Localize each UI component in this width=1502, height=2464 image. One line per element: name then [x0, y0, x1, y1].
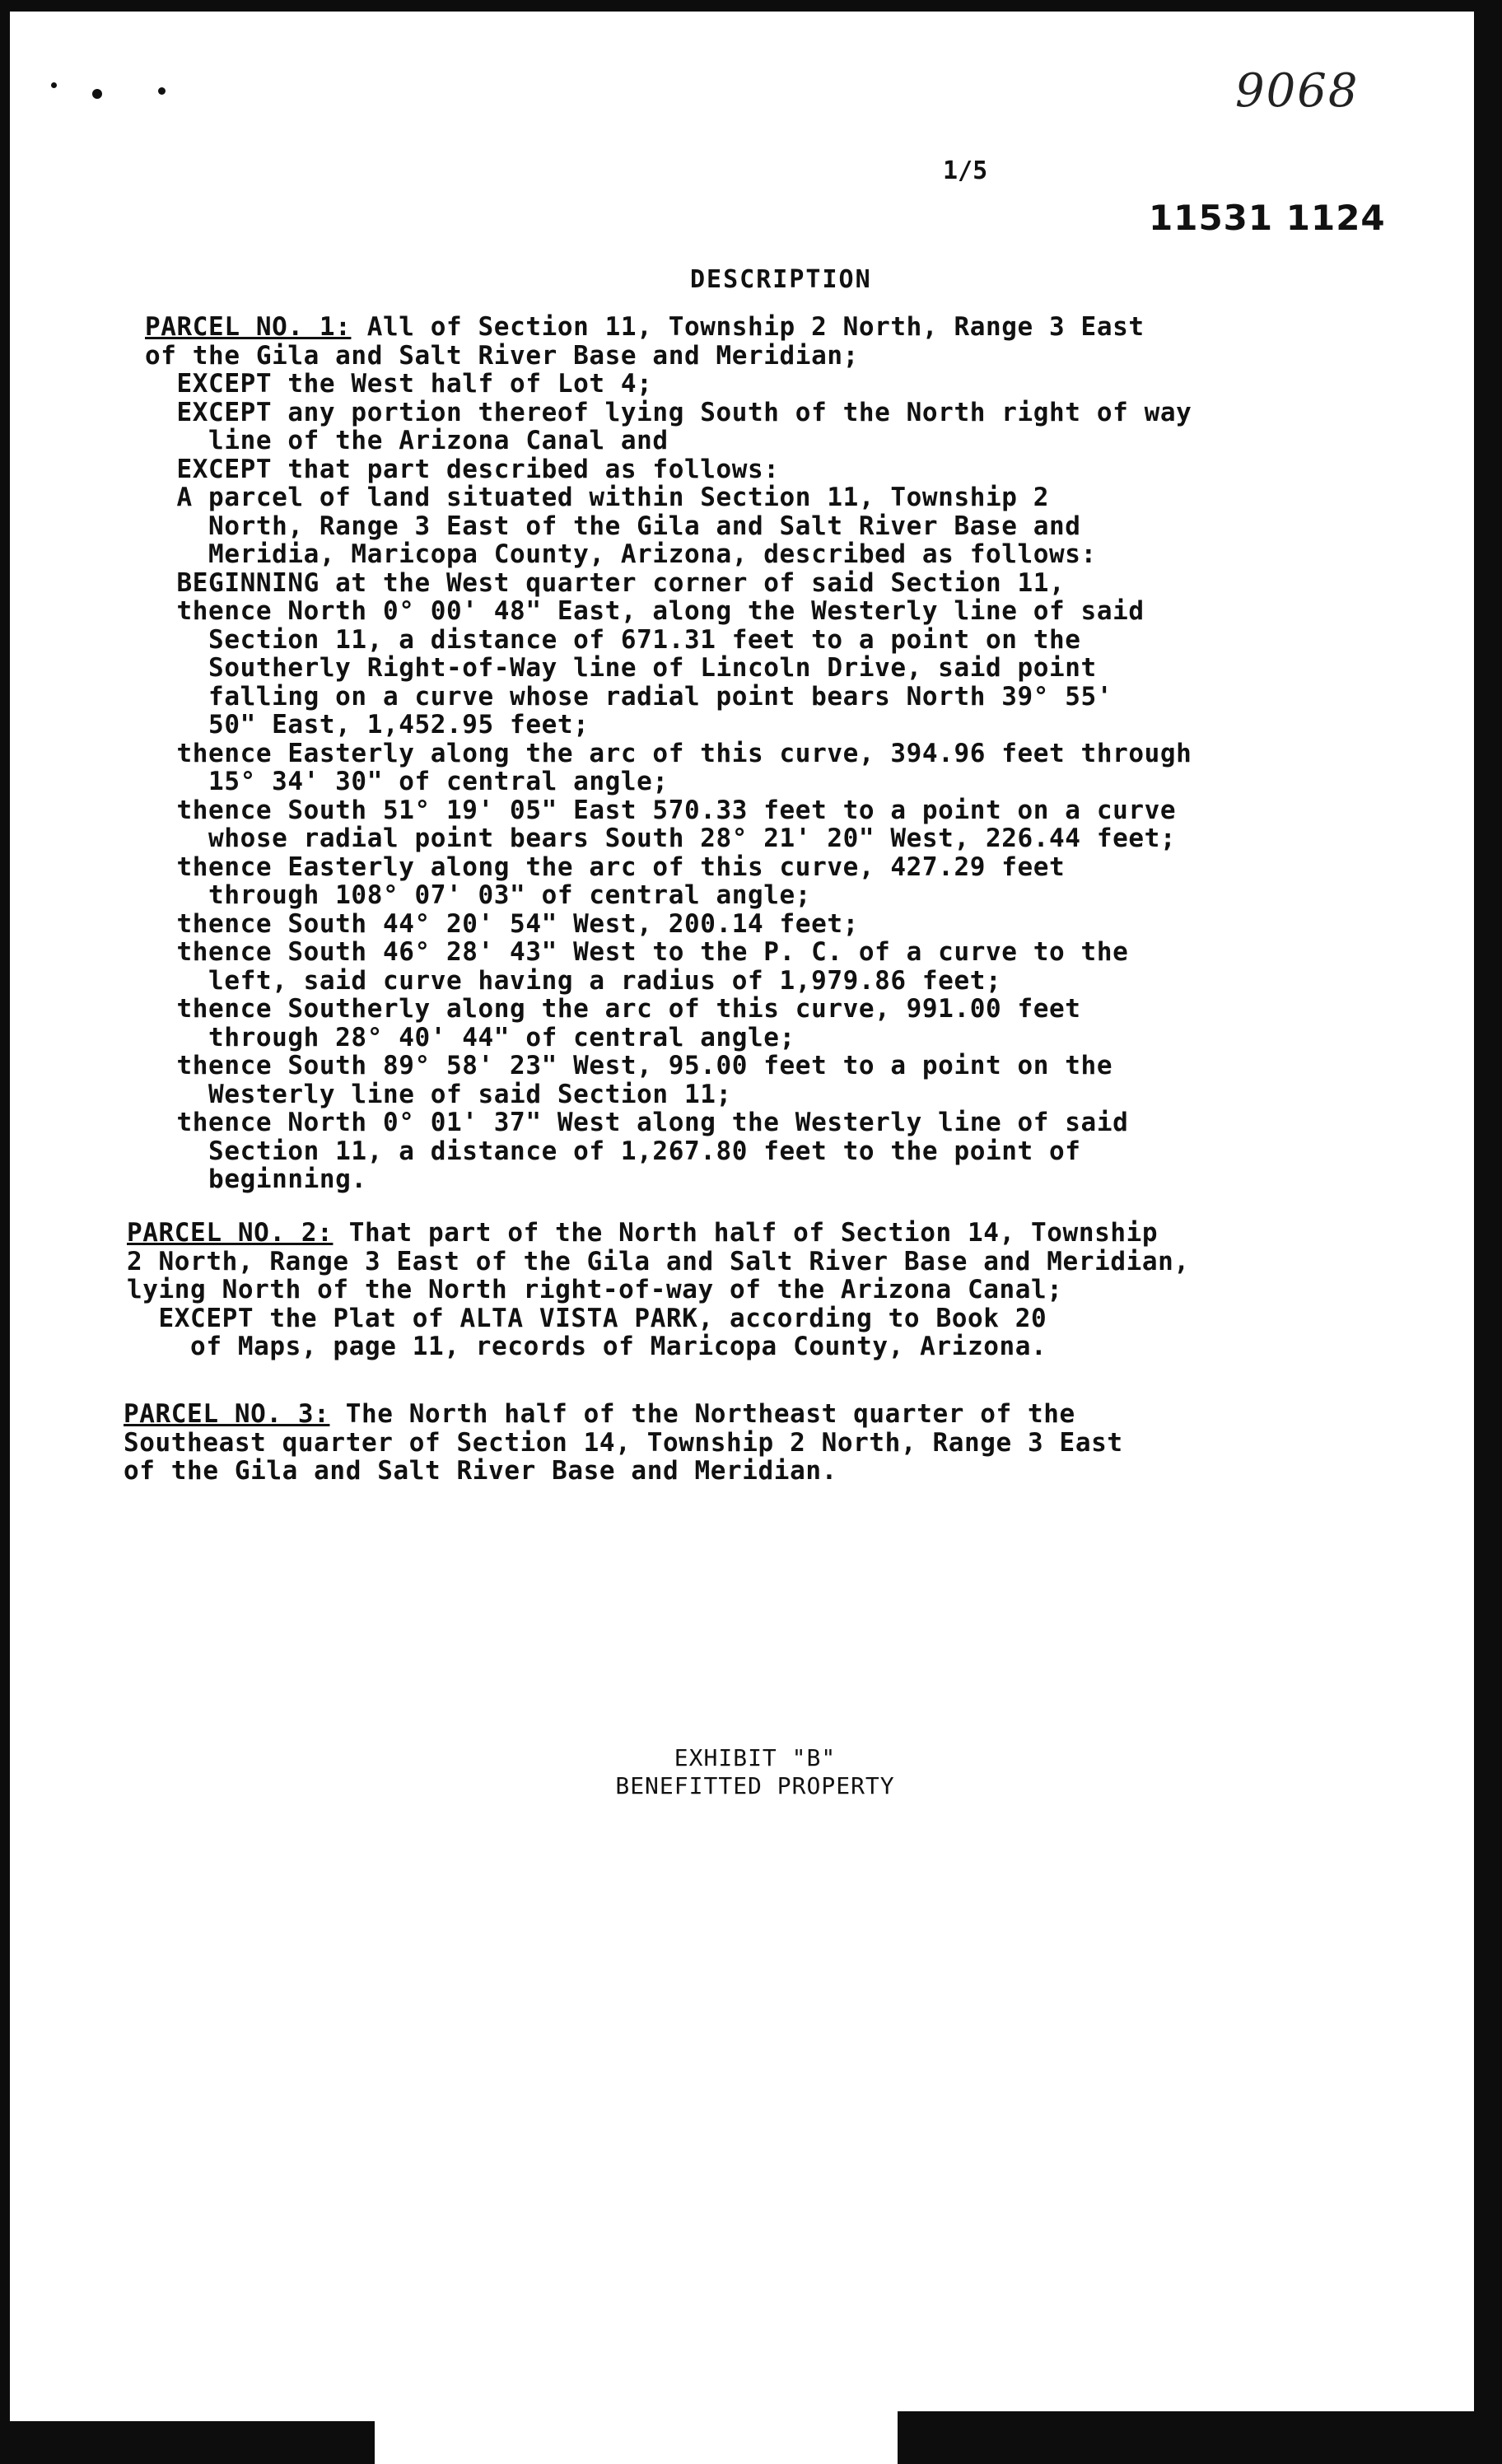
parcel-2-line: lying North of the North right-of-way of the Arizona Canal;: [127, 1275, 1063, 1304]
parcel-1-line: left, said curve having a radius of 1,979.86 feet;: [145, 965, 1002, 996]
parcel-3-line: of the Gila and Salt River Base and Meridian.: [124, 1456, 837, 1486]
parcel-1-line: thence South 89° 58' 23" West, 95.00 feet to a point on the: [145, 1051, 1113, 1080]
parcel-1-line: through 28° 40' 44" of central angle;: [145, 1022, 795, 1052]
recording-number: 11531 1124: [1149, 198, 1386, 238]
parcel-1-line: falling on a curve whose radial point bears North 39° 55': [145, 681, 1113, 712]
parcel-3-description: [124, 1400, 1123, 1486]
page-title: DESCRIPTION: [690, 265, 872, 294]
parcel-3-first-line: [124, 1400, 1123, 1429]
scan-border-left: [0, 0, 10, 2464]
scan-speck: [158, 87, 166, 95]
parcel-3-first-line-text: The North half of the Northeast quarter of the: [329, 1399, 1075, 1429]
parcel-1-label: PARCEL NO. 1:: [145, 312, 352, 342]
parcel-2-line: 2 North, Range 3 East of the Gila and Salt River Base and Meridian,: [127, 1246, 1190, 1276]
parcel-1-line: beginning.: [145, 1164, 367, 1194]
scan-border-bottom-left: [0, 2421, 375, 2464]
parcel-1-line: thence Easterly along the arc of this curve, 427.29 feet: [145, 852, 1066, 882]
parcel-1-line: line of the Arizona Canal and: [145, 426, 669, 455]
parcel-2-first-line: [127, 1219, 1190, 1248]
parcel-1-line: EXCEPT that part described as follows:: [145, 454, 780, 484]
page-number: 1/5: [943, 156, 988, 185]
parcel-1-line: thence North 0° 00' 48" East, along the Westerly line of said: [145, 596, 1145, 626]
scan-border-top: [0, 0, 1502, 12]
parcel-1-line: thence Easterly along the arc of this curve, 394.96 feet through: [145, 738, 1192, 768]
parcel-1-line: Westerly line of said Section 11;: [145, 1079, 732, 1109]
scan-border-right: [1474, 0, 1502, 2464]
parcel-1-line: BEGINNING at the West quarter corner of said Section 11,: [145, 567, 1066, 598]
parcel-2-first-line-text: That part of the North half of Section 14, Township: [333, 1218, 1159, 1248]
scan-speck: [92, 89, 102, 99]
scan-speck: [51, 82, 57, 88]
parcel-1-line: whose radial point bears South 28° 21' 20" West, 226.44 feet;: [145, 824, 1177, 853]
parcel-1-line: of the Gila and Salt River Base and Meridian;: [145, 340, 859, 371]
parcel-2-label: PARCEL NO. 2:: [127, 1218, 334, 1248]
parcel-1-line: Section 11, a distance of 1,267.80 feet to the point of: [145, 1136, 1081, 1166]
parcel-1-description: [145, 313, 1192, 1194]
parcel-1-first-line-text: All of Section 11, Township 2 North, Range 3 East: [351, 312, 1145, 342]
parcel-1-line: thence Southerly along the arc of this curve, 991.00 feet: [145, 994, 1081, 1024]
parcel-2-description: [127, 1219, 1190, 1361]
parcel-1-line: thence South 44° 20' 54" West, 200.14 feet;: [145, 908, 859, 939]
parcel-1-line: through 108° 07' 03" of central angle;: [145, 880, 812, 910]
parcel-1-line: A parcel of land situated within Section 11, Township 2: [145, 483, 1050, 512]
exhibit-footer: [0, 1744, 1502, 1800]
parcel-1-line: EXCEPT any portion thereof lying South of the North right of way: [145, 397, 1192, 427]
parcel-1-line: EXCEPT the West half of Lot 4;: [145, 369, 653, 399]
parcel-1-line: thence North 0° 01' 37" West along the Westerly line of said: [145, 1108, 1129, 1137]
exhibit-caption: BENEFITTED PROPERTY: [615, 1772, 895, 1799]
parcel-3-line: Southeast quarter of Section 14, Township 2 North, Range 3 East: [124, 1427, 1123, 1458]
parcel-1-line: Southerly Right-of-Way line of Lincoln Drive, said point: [145, 653, 1097, 683]
parcel-1-line: Meridia, Maricopa County, Arizona, described as follows:: [145, 539, 1097, 569]
parcel-3-label: PARCEL NO. 3:: [124, 1399, 330, 1429]
exhibit-label: EXHIBIT "B": [674, 1744, 837, 1771]
parcel-1-first-line: [145, 313, 1192, 342]
parcel-1-line: North, Range 3 East of the Gila and Salt River Base and: [145, 511, 1081, 541]
parcel-2-line: of Maps, page 11, records of Maricopa County, Arizona.: [127, 1332, 1047, 1361]
handwritten-document-number: 9068: [1235, 64, 1360, 118]
parcel-1-line: 50" East, 1,452.95 feet;: [145, 710, 590, 740]
parcel-2-line: EXCEPT the Plat of ALTA VISTA PARK, according to Book 20: [127, 1303, 1047, 1333]
parcel-1-line: thence South 46° 28' 43" West to the P. C. of a curve to the: [145, 937, 1129, 967]
parcel-1-line: 15° 34' 30" of central angle;: [145, 767, 669, 796]
scan-border-bottom-right: [898, 2411, 1502, 2464]
parcel-1-line: Section 11, a distance of 671.31 feet to a point on the: [145, 624, 1081, 655]
parcel-1-line: thence South 51° 19' 05" East 570.33 feet to a point on a curve: [145, 795, 1177, 825]
